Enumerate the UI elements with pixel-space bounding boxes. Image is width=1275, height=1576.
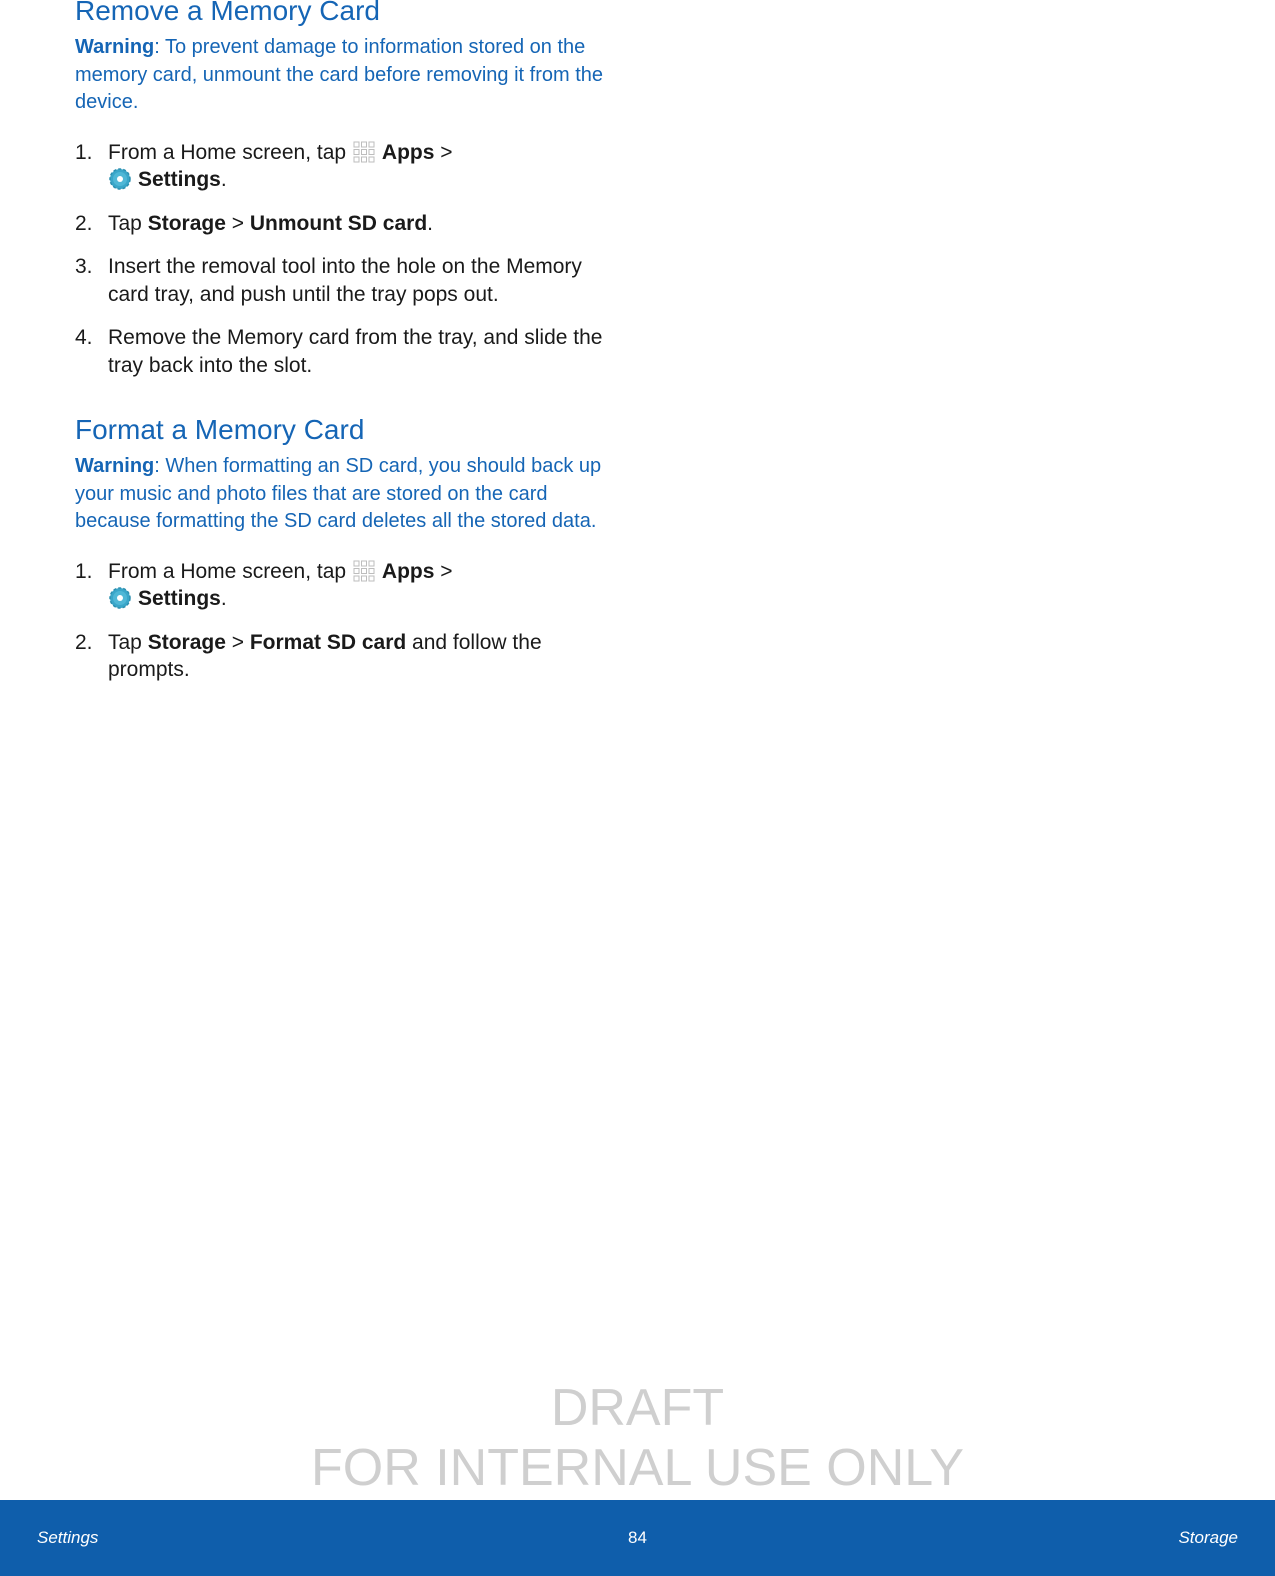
step-item <box>75 253 605 308</box>
step-text: > <box>225 211 250 235</box>
settings-gear-icon <box>108 167 132 191</box>
step-text: . <box>220 168 227 191</box>
warning-label: Warning <box>75 455 155 477</box>
step-text: . <box>427 211 434 235</box>
step-number: 1. <box>75 140 93 164</box>
steps-format <box>75 558 605 684</box>
footer-section: Storage <box>1178 1528 1238 1547</box>
step-text: Tap <box>108 211 148 235</box>
watermark-draft: DRAFT <box>550 1379 725 1437</box>
step-item <box>75 324 605 379</box>
step-item <box>75 139 605 194</box>
step-text: > <box>434 140 453 164</box>
step-text: Insert the removal tool into the hole on the Memory card tray, and push until the tray pops out. <box>108 255 582 306</box>
step-text: and follow the prompts. <box>108 630 542 681</box>
footer-chapter: Settings <box>37 1528 99 1547</box>
step-number: 1. <box>75 559 93 583</box>
warning-label: Warning <box>75 36 155 58</box>
apps-label: Apps <box>381 559 435 583</box>
warning-text: : To prevent damage to information stored on the memory card, unmount the card before removing it from the device. <box>75 36 604 113</box>
step-item <box>75 558 605 613</box>
settings-label: Settings <box>138 587 221 610</box>
page-content <box>75 0 605 684</box>
step-item <box>75 629 605 684</box>
step-number: 2. <box>75 211 93 235</box>
apps-label: Apps <box>381 140 435 164</box>
step-text: Remove the Memory card from the tray, and slide the tray back into the slot. <box>108 326 603 377</box>
storage-label: Storage <box>147 630 226 654</box>
storage-label: Storage <box>147 211 226 235</box>
warning-remove <box>75 34 605 117</box>
step-text: Tap <box>108 630 148 654</box>
step-number: 3. <box>75 255 93 278</box>
step-text: > <box>225 630 250 654</box>
step-text: > <box>434 559 453 583</box>
step-text: From a Home screen, tap <box>108 559 352 583</box>
format-label: Format SD card <box>249 630 407 654</box>
steps-remove <box>75 139 605 380</box>
section-title-format: Format a Memory Card <box>75 414 365 445</box>
section-title-remove: Remove a Memory Card <box>75 0 380 26</box>
step-text: From a Home screen, tap <box>108 140 352 164</box>
step-text: . <box>220 587 227 610</box>
warning-text: : When formatting an SD card, you should back up your music and photo files that are stored on the card because formatting the SD card deletes all the stored data. <box>75 455 602 532</box>
step-number: 2. <box>75 630 93 654</box>
apps-grid-icon <box>352 140 376 164</box>
unmount-label: Unmount SD card <box>249 211 428 235</box>
step-item <box>75 210 605 238</box>
page-number: 84 <box>628 1528 647 1547</box>
settings-label: Settings <box>138 168 221 191</box>
settings-gear-icon <box>108 586 132 610</box>
page-footer <box>0 1500 1275 1576</box>
watermark-internal: FOR INTERNAL USE ONLY <box>311 1439 964 1497</box>
warning-format <box>75 453 605 536</box>
step-number: 4. <box>75 326 93 349</box>
apps-grid-icon <box>352 559 376 583</box>
